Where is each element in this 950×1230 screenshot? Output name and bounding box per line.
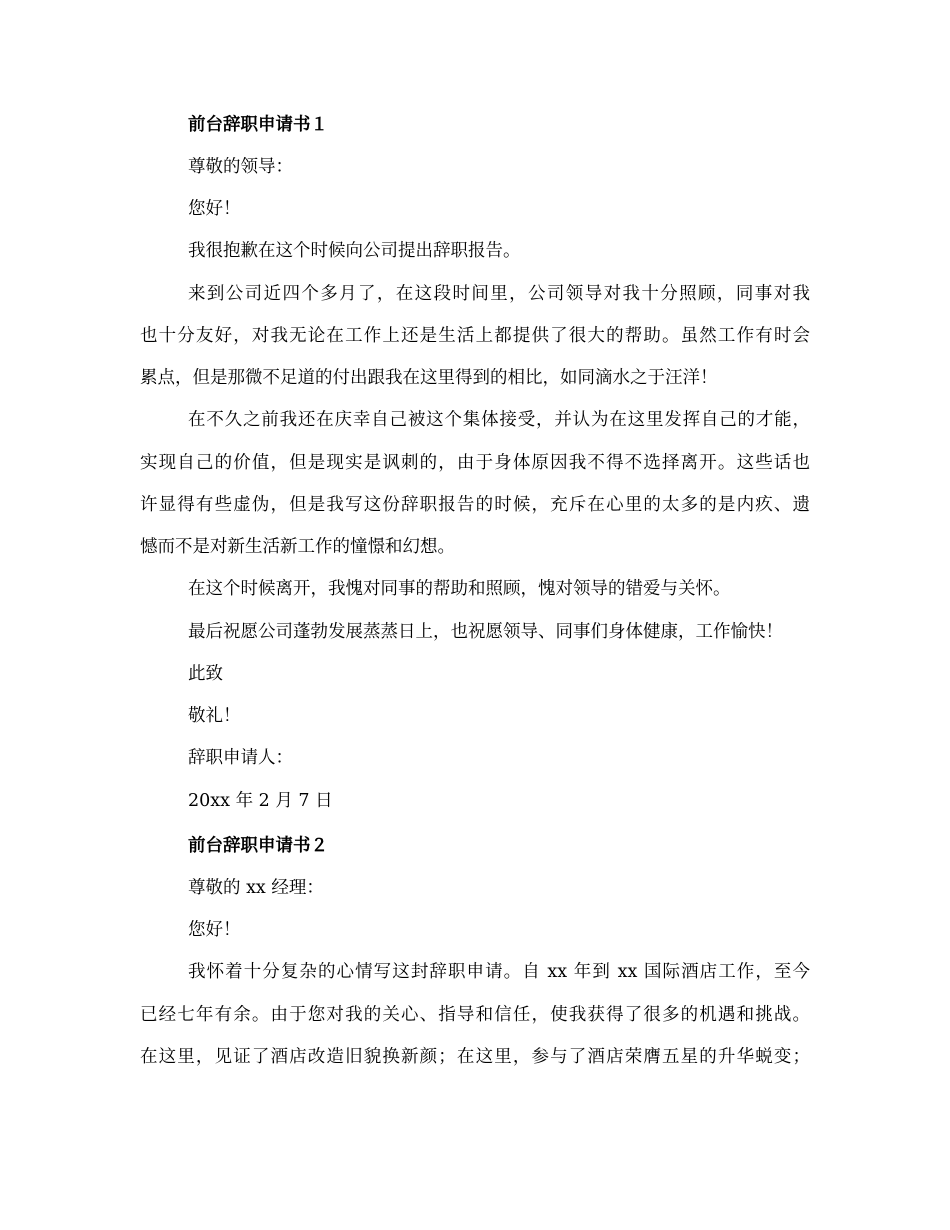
letter1-paragraph-2-line-1: 来到公司近四个多月了，在这段时间里，公司领导对我十分照顾，同事对我 [188,284,810,304]
letter2-salutation: 尊敬的 xx 经理： [188,878,324,898]
letter1-date: 20xx 年 2 月 7 日 [188,791,333,811]
letter1-signer: 辞职申请人： [188,748,293,768]
letter1-paragraph-3-line-4: 憾而不是对新生活新工作的憧憬和幻想。 [140,537,455,557]
letter1-salutation: 尊敬的领导： [188,157,293,177]
letter1-paragraph-3-line-1: 在不久之前我还在庆幸自己被这个集体接受，并认为在这里发挥自己的才能， [188,410,810,430]
letter1-paragraph-1: 我很抱歉在这个时候向公司提出辞职报告。 [188,241,521,261]
letter1-greeting: 您好！ [188,199,241,219]
letter1-title: 前台辞职申请书１ [188,115,328,135]
letter1-paragraph-3-line-2: 实现自己的价值，但是现实是讽刺的，由于身体原因我不得不选择离开。这些话也 [140,453,810,473]
letter1-paragraph-2-line-2: 也十分友好，对我无论在工作上还是生活上都提供了很大的帮助。虽然工作有时会 [140,326,810,346]
letter1-paragraph-2-line-3: 累点，但是那微不足道的付出跟我在这里得到的相比，如同滴水之于汪洋！ [140,368,718,388]
letter1-paragraph-3-line-3: 许显得有些虚伪，但是我写这份辞职报告的时候，充斥在心里的太多的是内疚、遗 [140,495,810,515]
letter2-title: 前台辞职申请书２ [188,836,328,856]
letter2-paragraph-1-line-2: 已经七年有余。由于您对我的关心、指导和信任，使我获得了很多的机遇和挑战。 [140,1005,810,1025]
letter2-greeting: 您好！ [188,920,241,940]
letter1-paragraph-5: 最后祝愿公司蓬勃发展蒸蒸日上，也祝愿领导、同事们身体健康，工作愉快！ [188,622,783,642]
letter1-closing-1: 此致 [188,664,223,684]
letter1-paragraph-4: 在这个时候离开，我愧对同事的帮助和照顾，愧对领导的错爱与关怀。 [188,579,731,599]
letter2-paragraph-1-line-1: 我怀着十分复杂的心情写这封辞职申请。自 xx 年到 xx 国际酒店工作，至今 [188,962,810,982]
letter1-closing-2: 敬礼！ [188,706,241,726]
letter2-paragraph-1-line-3: 在这里，见证了酒店改造旧貌换新颜；在这里，参与了酒店荣膺五星的升华蜕变； [140,1047,810,1067]
